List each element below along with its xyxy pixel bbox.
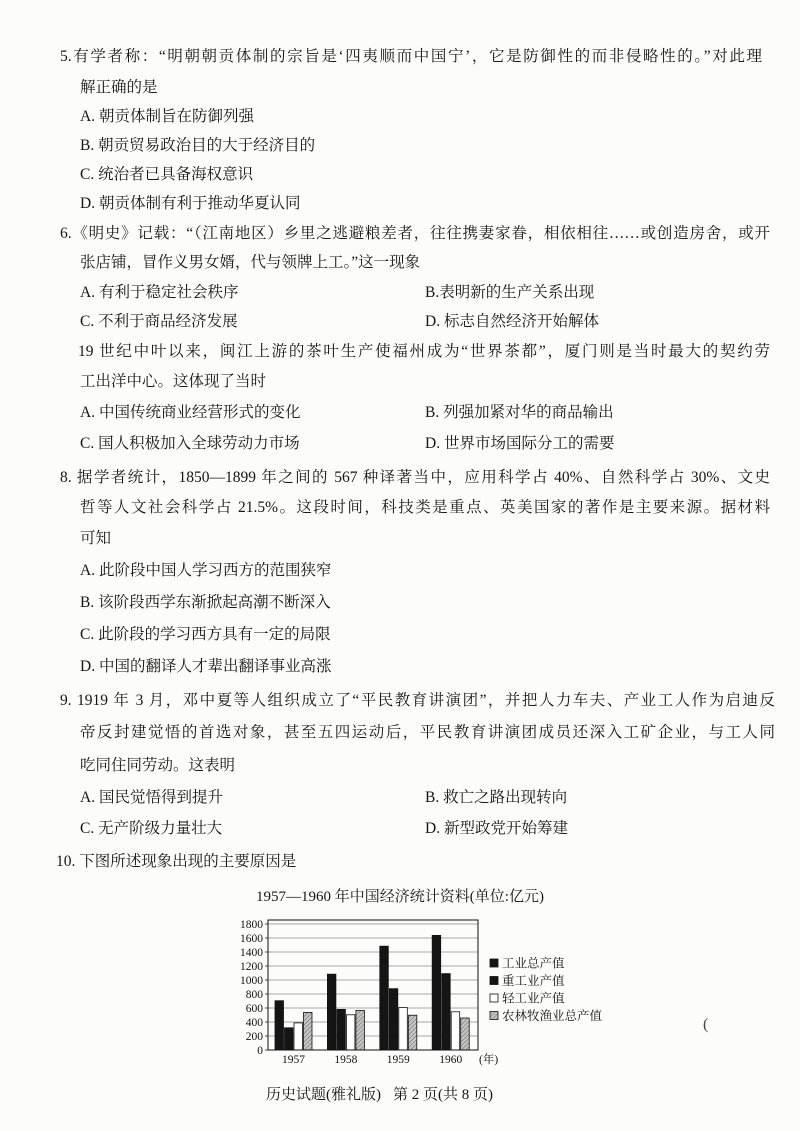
bar-light-industry-1960 [451,1012,460,1050]
option-c: C. 此阶段的学习西方具有一定的局限 [80,626,331,643]
legend-swatch [490,959,498,967]
legend-swatch [490,977,498,985]
bar-heavy-industry-1957 [285,1028,294,1050]
option-a: A. 有利于稳定社会秩序 [80,284,239,301]
bar-industry-total-1958 [327,974,336,1050]
option-b: B. 朝贡贸易政治目的大于经济目的 [80,137,316,154]
option-a: A. 此阶段中国人学习西方的范围狭窄 [80,562,332,579]
legend-swatch [490,994,498,1002]
legend-label: 重工业产值 [502,974,565,988]
question-stem-line: 可知 [80,530,112,547]
option-a: A. 中国传统商业经营形式的变化 [80,404,301,421]
question-stem-line: 哲等人文社会科学占 21.5%。这段时间，科技类是重点、英美国家的著作是主要来源。据材料 [80,499,770,516]
option-d: D. 中国的翻译人才辈出翻译事业高涨 [80,658,332,675]
option-c: C. 无产阶级力量壮大 [80,820,223,837]
question-stem-line: 解正确的是 [80,79,158,96]
chart-title: 1957—1960 年中国经济统计资料(单位:亿元) [256,889,544,905]
y-tick-label: 1600 [240,933,263,945]
y-tick-label: 1400 [240,947,263,959]
option-b: B.表明新的生产关系出现 [425,284,595,301]
option-d: D. 新型政党开始筹建 [425,820,568,837]
bar-chart [220,905,640,1070]
question-stem-line: 19 世纪中叶以来，闽江上游的茶叶生产使福州成为“世界茶都”，厦门则是当时最大的契约劳 [78,343,770,360]
bar-light-industry-1958 [346,1015,355,1050]
option-b: B. 救亡之路出现转向 [425,789,568,806]
question-stem-line: 帝反封建觉悟的首选对象，甚至五四运动后，平民教育讲演团成员还深入工矿企业，与工人同 [80,724,775,741]
y-tick-label: 400 [245,1017,263,1029]
y-tick-label: 1800 [240,919,263,931]
exam-name: 历史试题(雅礼版) [266,1087,381,1103]
bar-agriculture-total-1960 [461,1018,470,1050]
bar-agriculture-total-1957 [304,1012,313,1050]
bar-industry-total-1959 [380,946,389,1050]
question-stem-line: 9. 1919 年 3 月，邓中夏等人组织成立了“平民教育讲演团”，并把人力车夫、产业工人作为启迪反 [60,692,775,709]
bar-agriculture-total-1959 [408,1015,417,1050]
bar-light-industry-1957 [294,1023,303,1050]
y-tick-label: 200 [245,1031,263,1043]
option-d: D. 世界市场国际分工的需要 [425,435,615,452]
option-a: A. 朝贡体制旨在防御列强 [80,108,254,125]
option-d: D. 标志自然经济开始解体 [425,313,599,330]
option-a: A. 国民觉悟得到提升 [80,789,223,806]
option-b: B. 列强加紧对华的商品输出 [425,404,614,421]
y-tick-label: 1200 [240,961,263,973]
legend-swatch [490,1012,498,1020]
x-tick-label: 1958 [334,1054,358,1066]
question-stem-line: 8. 据学者统计，1850—1899 年之间的 567 种译著当中，应用科学占 40%、自然科学占 30%、文史 [60,469,770,486]
bar-light-industry-1959 [399,1008,408,1050]
question-stem-line: 吃同住同劳动。这表明 [80,757,236,774]
option-c: C. 不利于商品经济发展 [80,313,238,330]
bar-agriculture-total-1958 [356,1010,365,1050]
y-tick-label: 1000 [240,975,263,987]
x-axis-unit-label: (年) [479,1054,499,1066]
bar-heavy-industry-1958 [337,1009,346,1050]
y-tick-label: 0 [257,1045,263,1057]
option-d: D. 朝贡体制有利于推动华夏认同 [80,195,301,212]
option-c: C. 国人积极加入全球劳动力市场 [80,435,300,452]
x-tick-label: 1960 [439,1054,463,1066]
x-tick-label: 1957 [282,1054,305,1066]
margin-mark: ( [703,1016,709,1033]
bar-industry-total-1957 [275,1001,284,1050]
legend-label: 工业总产值 [502,956,565,971]
question-stem-line: 工出洋中心。这体现了当时 [80,373,267,390]
x-tick-label: 1959 [386,1054,410,1066]
y-tick-label: 600 [245,1003,263,1015]
question-stem-line: 10. 下图所述现象出现的主要原因是 [56,853,297,870]
page-number: 第 2 页(共 8 页) [393,1087,493,1103]
bar-heavy-industry-1960 [442,974,451,1050]
legend-label: 轻工业产值 [502,991,565,1006]
option-b: B. 该阶段西学东渐掀起高潮不断深入 [80,594,331,611]
bar-heavy-industry-1959 [389,989,398,1050]
question-stem-line: 6.《明史》记载：“（江南地区）乡里之逃避粮差者，往往携妻家眷，相依相往……或创造房舍，或开 [60,225,770,242]
question-stem-line: 张店铺，冒作义男女婿，代与领牌上工。”这一现象 [80,254,421,271]
page-footer [266,1084,493,1106]
y-tick-label: 800 [245,989,263,1001]
question-stem-line: 5.有学者称：“明朝朝贡体制的宗旨是‘四夷顺而中国宁’，它是防御性的而非侵略性的。”对此理 [60,48,762,65]
bar-industry-total-1960 [432,935,441,1050]
option-c: C. 统治者已具备海权意识 [80,166,254,183]
legend-label: 农林牧渔业总产值 [502,1009,603,1023]
